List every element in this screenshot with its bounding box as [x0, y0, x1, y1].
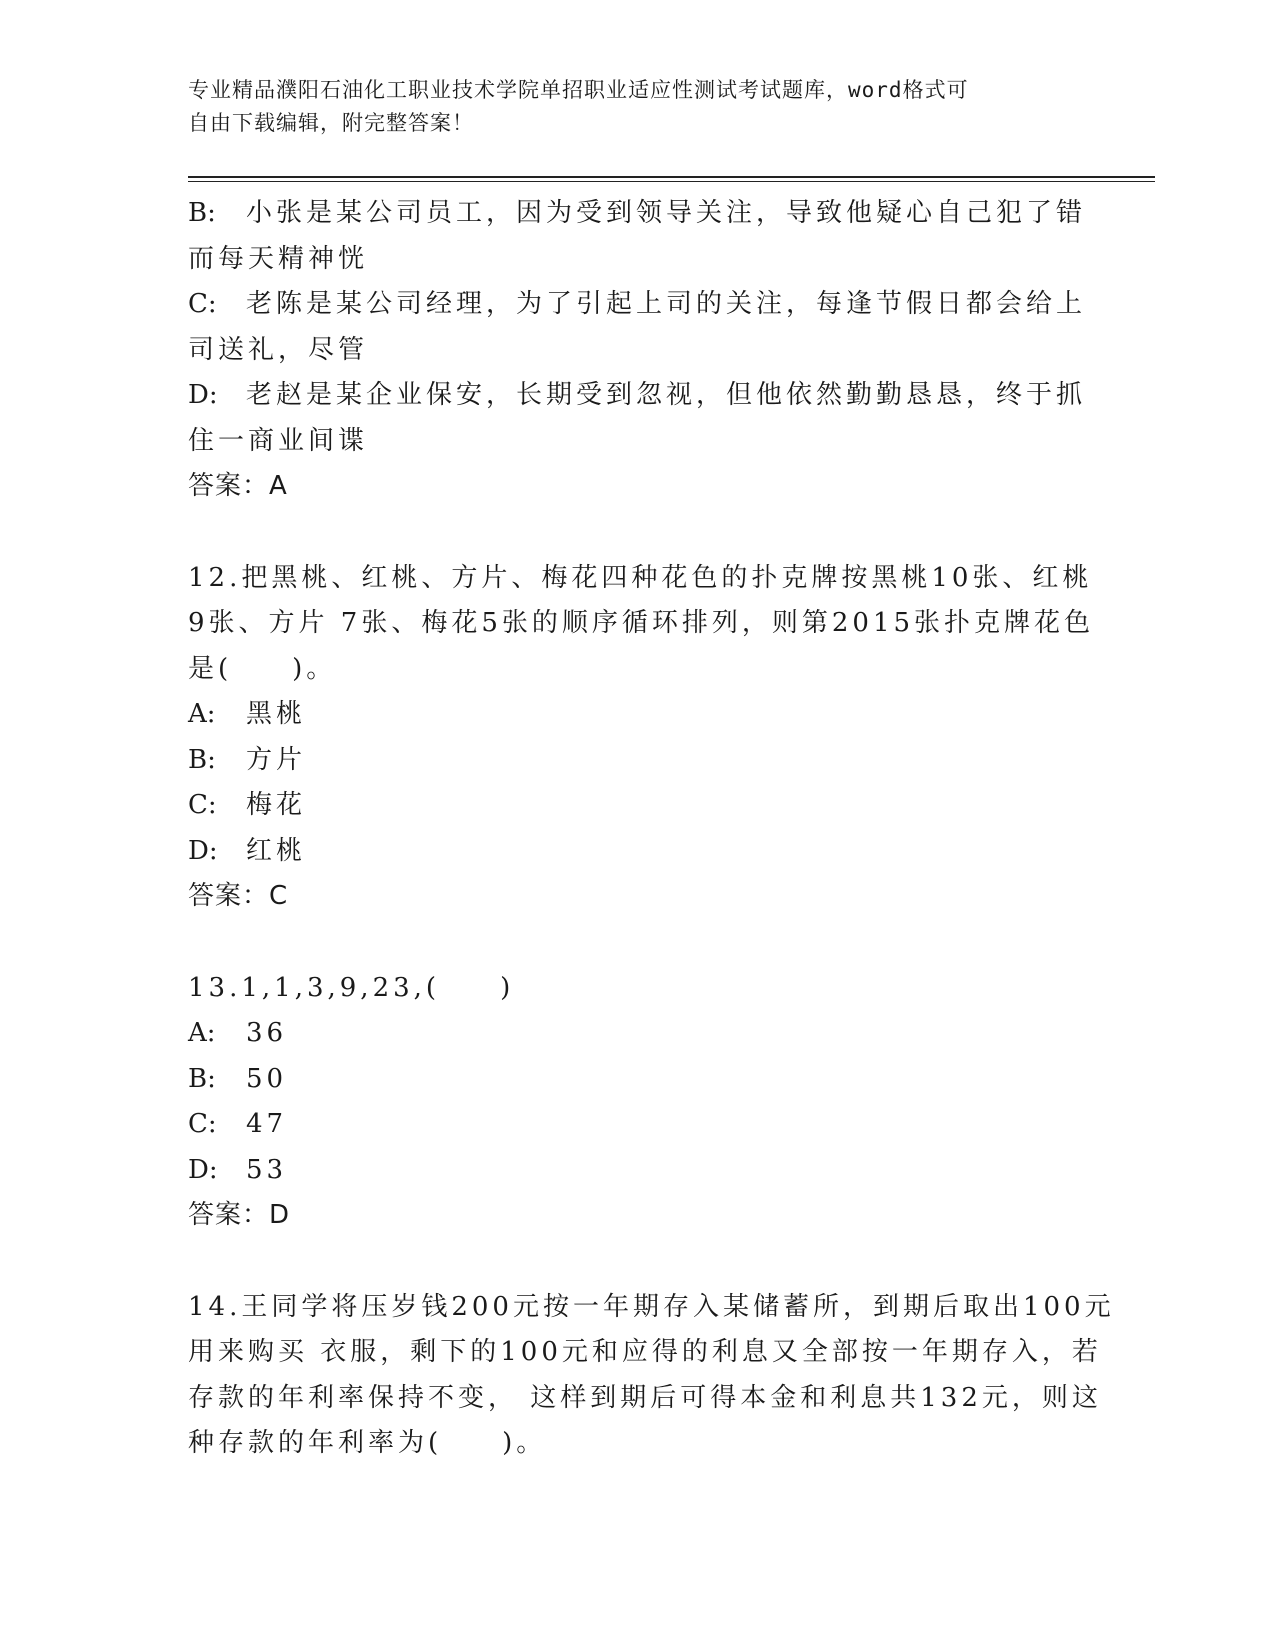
option-key: C: — [188, 790, 217, 820]
option-d — [188, 373, 1088, 419]
header-divider-thin — [188, 181, 1155, 182]
option-a — [188, 1011, 1088, 1057]
question-text-line: 9张、方片 7张、梅花5张的顺序循环排列，则第2015张扑克牌花色 — [188, 608, 1095, 638]
option-key: C: — [188, 289, 217, 319]
spacer — [188, 510, 1088, 556]
question-text-line: 12.把黑桃、红桃、方片、梅花四种花色的扑克牌按黑桃10张、红桃 — [188, 562, 1093, 593]
option-c — [188, 783, 1088, 829]
option-text: 50 — [246, 1063, 288, 1094]
question-text-line: 用来购买 衣服，剩下的100元和应得的利息又全部按一年期存入，若 — [188, 1337, 1102, 1367]
header-line-1: 专业精品濮阳石油化工职业技术学院单招职业适应性测试考试题库，word格式可 — [188, 78, 969, 102]
question-text-line: 14.王同学将压岁钱200元按一年期存入某储蓄所，到期后取出100元 — [188, 1291, 1115, 1322]
option-key: D: — [188, 1154, 218, 1185]
option-text: 老陈是某公司经理，为了引起上司的关注，每逢节假日都会给上 — [246, 289, 1087, 319]
document-body — [188, 191, 1115, 1467]
option-text: 47 — [246, 1109, 288, 1139]
question-text-line: 存款的年利率保持不变， 这样到期后可得本金和利息共132元，则这 — [188, 1382, 1102, 1413]
option-key: B: — [188, 1063, 216, 1094]
option-b — [188, 1057, 1088, 1103]
option-key: D: — [188, 835, 218, 866]
option-text: 小张是某公司员工，因为受到领导关注，导致他疑心自己犯了错 — [246, 198, 1087, 228]
option-text: 方片 — [246, 744, 307, 775]
option-c — [188, 282, 1088, 328]
option-key: A: — [188, 1018, 216, 1048]
option-text: 36 — [246, 1018, 288, 1048]
answer-label: 答案：D — [188, 1200, 291, 1230]
option-key: B: — [188, 198, 216, 228]
option-b-continued: 而每天精神恍 — [188, 243, 369, 274]
option-c-continued: 司送礼，尽管 — [188, 334, 369, 365]
option-text: 黑桃 — [246, 699, 307, 729]
question-text-line: 13.1,1,3,9,23,( ) — [188, 972, 515, 1003]
question-text-line: 种存款的年利率为( )。 — [188, 1428, 547, 1458]
option-text: 红桃 — [246, 835, 307, 866]
option-key: C: — [188, 1109, 217, 1139]
spacer — [188, 920, 1088, 966]
option-a — [188, 692, 1088, 738]
option-text: 53 — [246, 1154, 288, 1185]
option-b — [188, 738, 1088, 784]
answer-label: 答案：A — [188, 471, 288, 501]
option-text: 老赵是某企业保安，长期受到忽视，但他依然勤勤恳恳，终于抓 — [246, 380, 1087, 410]
document-header — [188, 74, 1068, 140]
header-line-2: 自由下载编辑，附完整答案！ — [188, 111, 474, 135]
question-text-line: 是( )。 — [188, 653, 337, 684]
question-11 — [188, 191, 1088, 510]
option-key: B: — [188, 744, 216, 775]
option-key: D: — [188, 380, 218, 410]
option-text: 梅花 — [246, 790, 307, 820]
answer-label: 答案：C — [188, 881, 289, 911]
option-c — [188, 1102, 1088, 1148]
question-12 — [188, 556, 1095, 920]
question-13 — [188, 966, 1088, 1239]
option-key: A: — [188, 699, 216, 729]
spacer — [188, 1239, 1088, 1285]
header-divider-thick — [188, 176, 1155, 178]
option-d — [188, 829, 1088, 875]
option-d-continued: 住一商业间谍 — [188, 425, 369, 456]
option-b — [188, 191, 1088, 237]
question-14 — [188, 1285, 1115, 1467]
option-d — [188, 1148, 1088, 1194]
